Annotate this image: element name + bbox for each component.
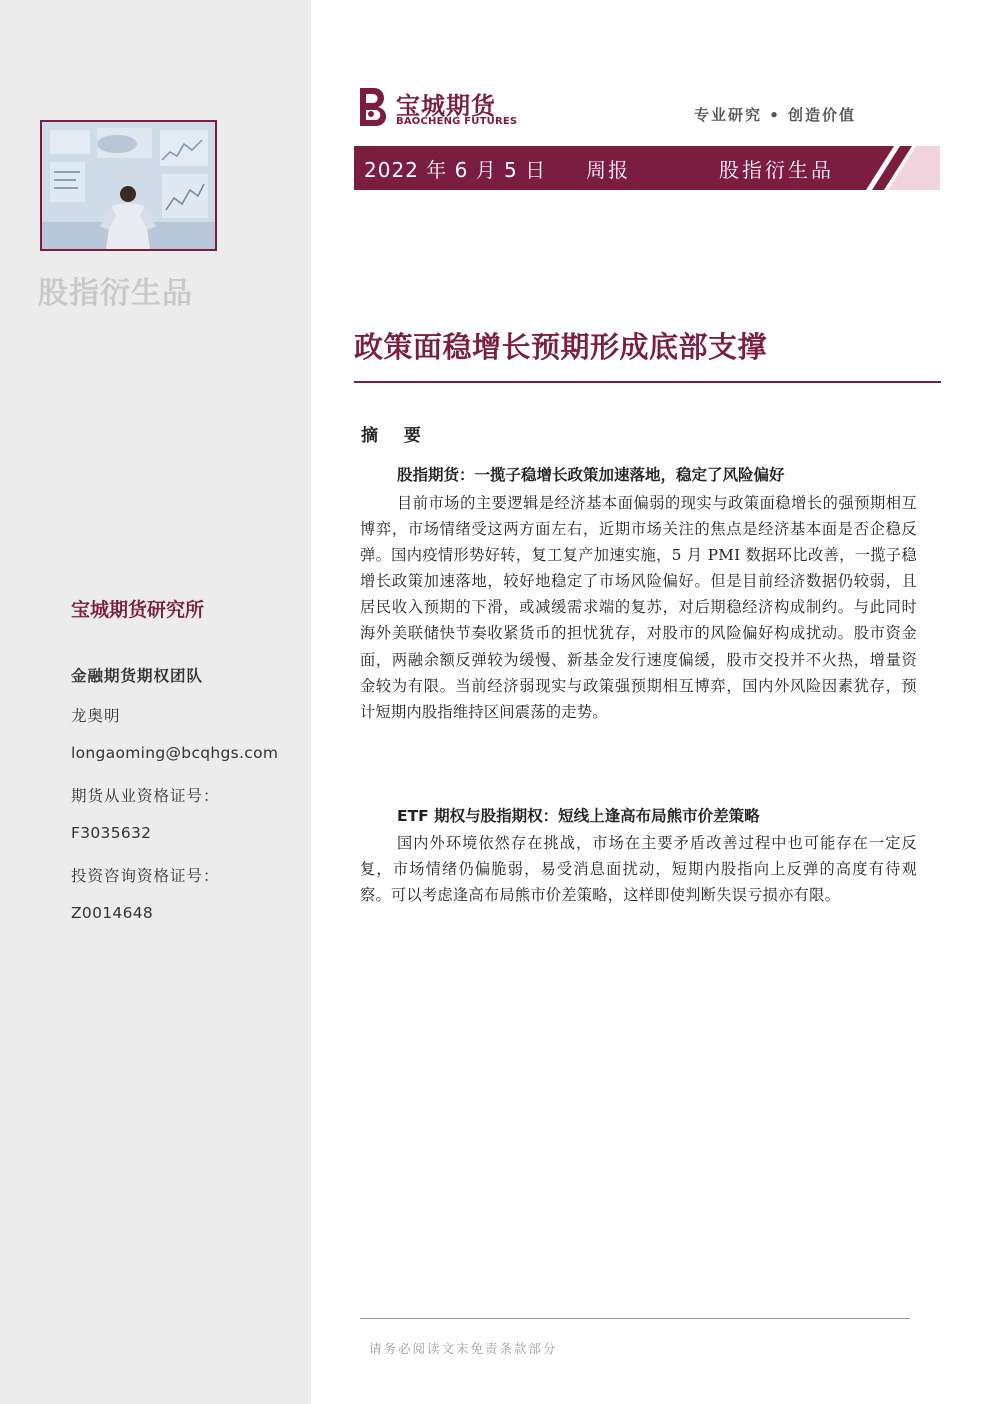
sidebar-category: 股指衍生品	[38, 276, 193, 311]
section-heading-options: ETF 期权与股指期权：短线上逢高布局熊市价差策略	[397, 807, 760, 825]
logo-mark-icon	[354, 84, 394, 130]
title-divider	[354, 381, 941, 383]
analyst-email[interactable]: longaoming@bcqhgs.com	[71, 744, 279, 762]
futures-cert-label: 期货从业资格证号：	[71, 787, 220, 805]
disclaimer-note: 请务必阅读文末免责条款部分	[369, 1341, 558, 1356]
logo-english-name: BAOCHENG FUTURES	[396, 116, 518, 127]
section-body-futures: 目前市场的主要逻辑是经济基本面偏弱的现实与政策面稳增长的强预期相互博弈，市场情绪受这两方面左右，近期市场关注的焦点是经济基本面是否企稳反弹。国内疫情形势好转，复工复产加速实施，5 月 PMI 数据环比改善，一揽子稳增长政策加速落地，较好地稳定了市场风险偏好。但是目前经济数据仍较弱，且居民收入预期的下滑，或减缓需求端的复苏，对后期稳经济构成制约。与此同时海外美联储快节奏收紧货币的担忧犹存，对股市的风险偏好构成扰动。股市资金面，两融余额反弹较为缓慢、新基金发行速度偏缓，股市交投并不火热，增量资金较为有限。当前经济弱现实与政策强预期相互博弈，国内外风险因素犹存，预计短期内股指维持区间震荡的走势。	[360, 494, 917, 721]
cover-image	[40, 120, 217, 251]
page-title: 政策面稳增长预期形成底部支撑	[354, 330, 768, 364]
section-body-options: 国内外环境依然存在挑战，市场在主要矛盾改善过程中也可能存在一定反复，市场情绪仍偏脆弱，易受消息面扰动，短期内股指向上反弹的高度有待观察。可以考虑逢高布局熊市价差策略，这样即使判断失误亏损亦有限。	[360, 834, 917, 905]
analyst-name: 龙奥明	[71, 707, 121, 725]
abstract-heading: 摘 要	[361, 426, 431, 446]
report-date: 2022 年 6 月 5 日	[364, 158, 547, 182]
report-type: 周报	[586, 158, 630, 182]
slogan: 专业研究 • 创造价值	[694, 106, 857, 124]
logo-chinese-name: 宝城期货	[396, 91, 496, 120]
futures-cert-number: F3035632	[71, 824, 152, 842]
company-logo	[354, 84, 524, 134]
report-banner	[354, 146, 940, 190]
section-heading-futures: 股指期货：一揽子稳增长政策加速落地，稳定了风险偏好	[397, 466, 785, 484]
sidebar	[0, 0, 311, 1404]
invest-cert-label: 投资咨询资格证号：	[71, 867, 220, 885]
report-category: 股指衍生品	[719, 158, 834, 182]
cover-illustration	[42, 122, 215, 249]
institute-name: 宝城期货研究所	[71, 599, 205, 621]
invest-cert-number: Z0014648	[71, 904, 154, 922]
team-name: 金融期货期权团队	[71, 667, 204, 685]
footer-divider	[360, 1318, 910, 1319]
